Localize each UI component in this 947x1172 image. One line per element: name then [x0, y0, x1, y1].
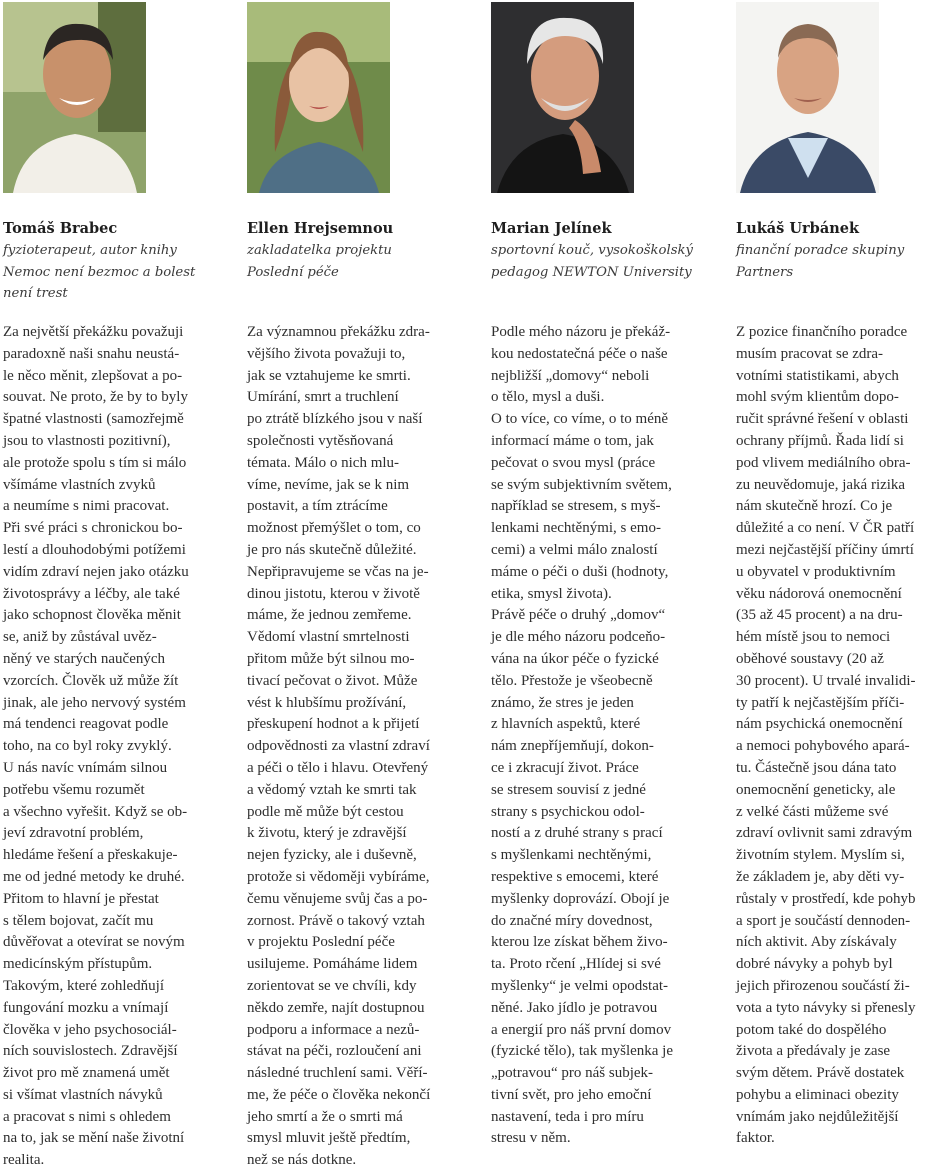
- statement-line: život pro mě znamená umět: [3, 1065, 170, 1082]
- statement-line: O to více, co víme, o to méně: [491, 411, 669, 428]
- statement-line: tělo. Přestože je všeobecně: [491, 672, 653, 689]
- statement-line: le něco měnit, zlepšovat a po-: [3, 367, 183, 384]
- statement-line: ručit správné řešení v oblasti: [736, 411, 909, 428]
- statement-line: v projektu Poslední péče: [247, 934, 395, 951]
- statement-line: pohybu a eliminaci obezity: [736, 1086, 899, 1103]
- statement-line: toho, na co byl roky zvyklý.: [3, 738, 172, 755]
- statement-line: s myšlenkami nechtěnými,: [491, 847, 652, 864]
- statement-line: potřebu všemu rozumět: [3, 781, 145, 798]
- statement-line: tivní svět, pro jeho emoční: [491, 1086, 652, 1103]
- statement-line: jsou to vlastnosti pozitivní),: [3, 432, 171, 449]
- statement-line: si všímat vlastních návyků: [3, 1086, 163, 1103]
- person-column-brabec: [3, 0, 219, 1169]
- statement-line: (35 až 45 procent) a na dru-: [736, 607, 903, 624]
- statement-line: oběhové soustavy (20 až: [736, 650, 884, 667]
- statement-line: U nás navíc vnímám silnou: [3, 759, 168, 776]
- statement-line: všímáme vlastních zvyků: [3, 476, 156, 493]
- statement-line: přitom může být silnou mo-: [247, 650, 415, 667]
- statement-line: vota a tyto návyky si přenesly: [736, 999, 916, 1016]
- statement-line: a pracovat s nimi s ohledem: [3, 1108, 171, 1125]
- statement-line: ochrany příjmů. Řada lidí si: [736, 432, 904, 449]
- statement-line: postavit, a tím ztrácíme: [247, 498, 388, 515]
- statement-line: paradoxně naši snahu neustá-: [3, 345, 180, 362]
- statement-text: [736, 322, 947, 1150]
- statement-line: vést k hlubšímu prožívání,: [247, 694, 407, 711]
- statement-line: na to, jak se mění naše životní: [3, 1130, 185, 1147]
- statement-line: mohl svým klientům dopo-: [736, 389, 899, 406]
- statement-line: ale protože spolu s tím si málo: [3, 454, 187, 471]
- statement-line: k životu, který je zdravější: [247, 825, 407, 842]
- statement-line: s tělem bojovat, začít mu: [3, 912, 154, 929]
- statement-line: pod vlivem mediálního obra-: [736, 454, 911, 471]
- portrait-photo: [491, 2, 634, 193]
- statement-line: má tendenci reagovat podle: [3, 716, 169, 733]
- statement-line: kou nedostatečná péče o naše: [491, 345, 668, 362]
- statement-line: něné. Jako jídlo je potravou: [491, 999, 658, 1016]
- statement-line: kterou lze získat během živo-: [491, 934, 668, 951]
- statement-line: Podle mého názoru je překáž-: [491, 324, 671, 340]
- person-name: Marian Jelínek: [491, 220, 612, 237]
- statement-line: dobré návyky a pohyb byl: [736, 956, 893, 973]
- statement-line: smysl mluvit ještě předtím,: [247, 1130, 411, 1147]
- statement-line: svým dětem. Právě dostatek: [736, 1065, 905, 1082]
- person-role-line: zakladatelka projektu: [247, 243, 392, 258]
- statement-line: důležité a co není. V ČR patří: [736, 520, 915, 537]
- statement-line: Přitom to hlavní je přestat: [3, 890, 159, 907]
- statement-line: medicínským přístupům.: [3, 956, 153, 973]
- statement-line: nastavení, teda i pro míru: [491, 1108, 644, 1125]
- statement-line: cemi) a velmi málo znalostí: [491, 541, 658, 558]
- statement-line: špatné vlastnosti (samozřejmě: [3, 411, 184, 428]
- statement-line: ty patří k nejčastějším příči-: [736, 694, 905, 711]
- statement-line: lestí a dlouhodobými potížemi: [3, 541, 186, 558]
- statement-line: že základem je, aby děti vy-: [736, 868, 905, 885]
- statement-line: hledáme řešení a přeskakuje-: [3, 847, 178, 864]
- person-column-jelinek: [491, 0, 707, 1147]
- statement-line: se stresem souvisí z jedné: [491, 781, 646, 798]
- person-role-line: fyzioterapeut, autor knihy: [3, 243, 177, 258]
- statement-line: a všechno vyřešit. Když se ob-: [3, 803, 188, 820]
- statement-line: je dle mého názoru podceňo-: [491, 629, 666, 646]
- statement-line: ností a z druhé strany s prací: [491, 825, 663, 842]
- statement-line: zornost. Právě o takový vztah: [247, 912, 425, 929]
- statement-line: faktor.: [736, 1130, 775, 1147]
- statement-line: tu. Částečně jsou dána tato: [736, 759, 897, 776]
- statement-line: onemocnění geneticky, ale: [736, 781, 896, 798]
- statement-line: usilujeme. Pomáháme lidem: [247, 956, 418, 973]
- statement-line: jeví zdravotní problém,: [3, 825, 144, 842]
- statement-line: votními statistikami, abych: [736, 367, 899, 384]
- person-name: Lukáš Urbánek: [736, 220, 860, 237]
- statement-line: následné truchlení sami. Věří-: [247, 1065, 428, 1082]
- statement-line: vnímám jako nejdůležitější: [736, 1108, 899, 1125]
- statement-line: zorientovat se ve chvíli, kdy: [247, 977, 417, 994]
- statement-line: po ztrátě blízkého jsou v naší: [247, 411, 423, 428]
- statement-line: než se nás dotkne.: [247, 1152, 357, 1169]
- statement-line: ta. Proto rčení „Hlídej si své: [491, 956, 661, 973]
- portrait-photo: [3, 2, 146, 193]
- statement-line: tivací pečovat o život. Může: [247, 672, 418, 689]
- statement-line: myšlenky doprovází. Obojí je: [491, 890, 670, 907]
- statement-line: Takovým, které zohledňují: [3, 977, 164, 994]
- statement-line: vzorcích. Člověk už může žít: [3, 672, 179, 689]
- statement-line: jejich přirozenou součástí ži-: [736, 977, 910, 994]
- statement-line: souvat. Ne proto, že by to byly: [3, 389, 188, 406]
- statement-line: věku nádorová onemocnění: [736, 585, 902, 602]
- statement-line: pečovat o svou mysl (práce: [491, 454, 656, 471]
- person-column-urbanek: [736, 0, 947, 1147]
- person-column-hrejsemnou: [247, 0, 463, 1169]
- statement-line: života a předávaly je zase: [736, 1043, 891, 1060]
- statement-line: podporu a informace a nezů-: [247, 1021, 420, 1038]
- portrait-photo: [247, 2, 390, 193]
- statement-line: 30 procent). U trvalé invalidi-: [736, 672, 916, 689]
- statement-line: nám psychická onemocnění: [736, 716, 903, 733]
- statement-line: Právě péče o druhý „domov“: [491, 607, 666, 624]
- statement-line: se svým subjektivním světem,: [491, 476, 672, 493]
- statement-line: stresu v něm.: [491, 1130, 571, 1147]
- person-name: Tomáš Brabec: [3, 220, 118, 237]
- statement-line: zu neuvědomuje, jaká rizika: [736, 476, 906, 493]
- person-role-line: Nemoc není bezmoc a bolest: [3, 264, 196, 280]
- statement-line: životním stylem. Myslím si,: [736, 847, 905, 864]
- statement-line: a nemoci pohybového apará-: [736, 738, 910, 755]
- statement-line: lenkami nechtěnými, s emo-: [491, 520, 661, 537]
- statement-line: někdo zemře, najít dostupnou: [247, 999, 425, 1016]
- statement-line: a vědomý vztah ke smrti tak: [247, 781, 417, 798]
- statement-line: vidím zdraví nejen jako otázku: [3, 563, 189, 580]
- statement-line: vána na úkor péče o fyzické: [491, 650, 659, 667]
- statement-line: víme, nevíme, jak se k nim: [247, 476, 410, 493]
- statement-line: a péči o tělo i hlavu. Otevřený: [247, 759, 429, 776]
- statement-line: hém místě jsou to nemoci: [736, 629, 891, 646]
- statement-line: a sport je součástí dennoden-: [736, 912, 911, 929]
- statement-line: přeskupení hodnot a k přijetí: [247, 716, 420, 733]
- portrait-photo: [736, 2, 879, 193]
- statement-line: me od jedné metody ke druhé.: [3, 868, 185, 885]
- statement-line: nám skutečně hrozí. Co je: [736, 498, 893, 515]
- statement-line: čemu věnujeme svůj čas a po-: [247, 890, 428, 907]
- statement-line: Z pozice finančního poradce: [736, 324, 908, 340]
- person-role-line: Poslední péče: [247, 264, 339, 280]
- statement-line: nejbližší „domovy“ neboli: [491, 367, 650, 384]
- statement-line: něný ve starých naučených: [3, 650, 166, 667]
- statement-text: [491, 322, 707, 1150]
- statement-line: dinou jistotu, kterou v životě: [247, 585, 420, 602]
- statement-line: realita.: [3, 1152, 45, 1169]
- statement-line: etika, smysl života).: [491, 585, 612, 602]
- statement-line: „potravou“ pro náš subjek-: [491, 1065, 654, 1082]
- person-role-line: Partners: [736, 264, 794, 280]
- statement-line: zdraví ovlivnit sami zdravým: [736, 825, 913, 842]
- statement-line: myšlenky“ je velmi opodstat-: [491, 977, 669, 994]
- statement-line: nám znepříjemňují, dokon-: [491, 738, 654, 755]
- statement-line: například se stresem, s myš-: [491, 498, 661, 515]
- statement-line: (fyzické tělo), tak myšlenka je: [491, 1043, 674, 1060]
- statement-text: [247, 322, 463, 1172]
- statement-line: informací máme o tom, jak: [491, 432, 654, 449]
- statement-line: společnosti vytěsňovaná: [247, 432, 394, 449]
- statement-line: možnost přemýšlet o tom, co: [247, 520, 421, 537]
- statement-line: stávat na péči, rozloučení ani: [247, 1043, 422, 1060]
- person-role-line: není trest: [3, 286, 68, 301]
- statement-line: fungování mozku a vnímají: [3, 999, 169, 1016]
- statement-line: a energií pro náš první domov: [491, 1021, 672, 1038]
- statement-line: z velké části můžeme své: [736, 803, 889, 820]
- statement-line: Při své práci s chronickou bo-: [3, 520, 183, 537]
- statement-line: mezi nejčastější příčiny úmrtí: [736, 541, 914, 558]
- statement-line: respektive s emocemi, které: [491, 868, 659, 885]
- statement-line: ce i zkracují život. Práce: [491, 759, 639, 776]
- statement-line: jinak, ale jeho nervový systém: [3, 694, 186, 711]
- statement-line: důvěřovat a otevírat se novým: [3, 934, 185, 951]
- person-role-line: sportovní kouč, vysokoškolský: [491, 243, 693, 258]
- statement-line: musím pracovat se zdra-: [736, 345, 884, 362]
- statement-line: ních aktivit. Aby získávaly: [736, 934, 897, 951]
- statement-line: se, aniž by zůstával uvěz-: [3, 629, 157, 646]
- statement-line: máme o péči o duši (hodnoty,: [491, 563, 669, 580]
- statement-line: potom také do dospělého: [736, 1021, 887, 1038]
- statement-line: Nepřipravujeme se včas na je-: [247, 563, 429, 580]
- statement-line: odpovědnosti za vlastní zdraví: [247, 738, 430, 755]
- statement-line: Za významnou překážku zdra-: [247, 324, 430, 340]
- person-role-line: finanční poradce skupiny: [736, 243, 905, 258]
- person-name: Ellen Hrejsemnou: [247, 220, 394, 237]
- statement-line: u obyvatel v produktivním: [736, 563, 896, 580]
- statement-line: je pro nás skutečně důležité.: [247, 541, 417, 558]
- statement-text: [3, 322, 219, 1172]
- statement-line: jak se vztahujeme ke smrti.: [247, 367, 411, 384]
- statement-line: strany s psychickou odol-: [491, 803, 645, 820]
- statement-line: máme, že jednou zemřeme.: [247, 607, 412, 624]
- statement-line: témata. Málo o nich mlu-: [247, 454, 400, 471]
- statement-line: Za největší překážku považuji: [3, 324, 184, 340]
- statement-line: jeho smrtí a že o smrti má: [247, 1108, 403, 1125]
- statement-line: podle mě může být cestou: [247, 803, 404, 820]
- statement-line: životosprávy a léčby, ale také: [3, 585, 180, 602]
- statement-line: vějšího života považuji to,: [247, 345, 406, 362]
- statement-line: jako schopnost člověka měnit: [3, 607, 181, 624]
- statement-line: známo, že stres je jeden: [491, 694, 634, 711]
- statement-line: o tělo, mysl a duši.: [491, 389, 605, 406]
- person-role-line: pedagog NEWTON University: [491, 264, 692, 280]
- statement-line: Umírání, smrt a truchlení: [247, 389, 399, 406]
- statement-line: z hlavních aspektů, které: [491, 716, 641, 733]
- statement-line: nejen fyzicky, ale i duševně,: [247, 847, 417, 864]
- statement-line: ních souvislostech. Zdravější: [3, 1043, 178, 1060]
- statement-line: růstaly v prostředí, kde pohyb: [736, 890, 916, 907]
- statement-line: do značné míry dovednost,: [491, 912, 653, 929]
- statement-line: Vědomí vlastní smrtelnosti: [247, 629, 410, 646]
- statement-line: protože si vědoměji vybíráme,: [247, 868, 430, 885]
- statement-line: me, že péče o člověka nekončí: [247, 1086, 431, 1103]
- statement-line: a neumíme s nimi pracovat.: [3, 498, 170, 515]
- statement-line: člověka v jeho psychosociál-: [3, 1021, 177, 1038]
